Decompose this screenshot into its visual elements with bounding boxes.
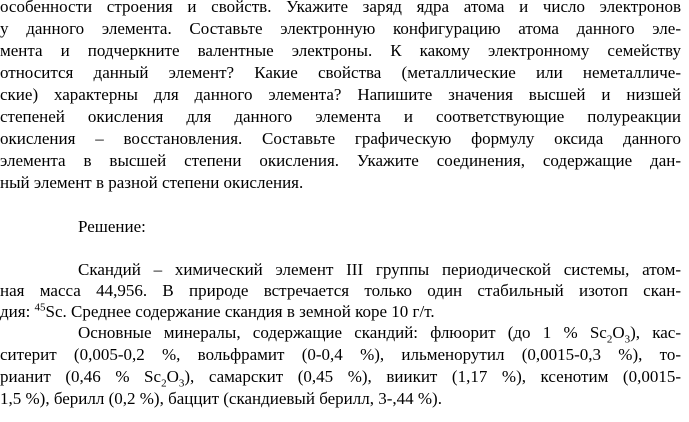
paragraph2-line-3-text: рианит (0,46 % Sc xyxy=(0,367,162,386)
question-line-1: особенности строения и свойств. Укажите заряд ядра атома и число электронов xyxy=(0,0,681,16)
question-line-5: ские) характерны для данного элемента? Напишите значения высшей и низшей xyxy=(0,85,681,104)
question-line-6: степеней окисления для данного элемента и соответствующие полуреакции xyxy=(0,107,681,126)
formula-subscript: 2 xyxy=(606,333,613,346)
question-line-2: у данного элемента. Составьте электронную конфигурацию атома данного эле- xyxy=(0,19,681,38)
paragraph2-line-1-text: Основные минералы, содержащие скандий: флюорит (до 1 % Sc xyxy=(78,323,607,342)
paragraph2-line-1-end: ), кас- xyxy=(630,323,681,342)
paragraph1-line-2: ная масса 44,956. В природе встречается только один стабильный изотоп скан- xyxy=(0,281,681,300)
question-line-9: ный элемент в разной степени окисления. xyxy=(0,173,304,192)
formula-subscript: 3 xyxy=(178,377,185,390)
paragraph2-line-2: ситерит (0,005-0,2 %, вольфрамит (0-0,4 %), ильменорутил (0,0015-0,3 %), то- xyxy=(0,345,681,364)
paragraph2-line-3 xyxy=(0,366,681,390)
paragraph2-line-1 xyxy=(78,322,681,346)
paragraph1-line-3 xyxy=(0,301,435,322)
paragraph1-line-1: Скандий – химический элемент III группы периодической системы, атом- xyxy=(78,260,681,279)
formula-subscript: 2 xyxy=(161,377,167,390)
formula-oxygen: O xyxy=(612,323,625,342)
paragraph2-line-3-end: ), самарскит (0,45 %), виикит (1,17 %), ксенотим (0,0015- xyxy=(184,367,681,386)
isotope-prefix: дия: xyxy=(0,302,35,321)
question-line-8: элемента в высшей степени окисления. Укажите соединения, содержащие дан- xyxy=(0,151,681,170)
question-line-4: относится данный элемент? Какие свойства (металлические или неметалличе- xyxy=(0,63,681,82)
question-line-3: мента и подчеркните валентные электроны. К какому электронному семейству xyxy=(0,41,681,60)
isotope-text: Sc. Среднее содержание скандия в земной коре 10 г/т. xyxy=(45,302,435,321)
formula-oxygen: O xyxy=(166,367,179,386)
solution-heading: Решение: xyxy=(78,217,146,236)
paragraph2-line-4: 1,5 %), берилл (0,2 %), баццит (скандиевый берилл, 3-,44 %). xyxy=(0,389,442,408)
isotope-mass-number: 45 xyxy=(34,301,46,314)
question-line-7: окисления – восстановления. Составьте графическую формулу оксида данного xyxy=(0,129,681,148)
formula-subscript: 3 xyxy=(624,333,631,346)
